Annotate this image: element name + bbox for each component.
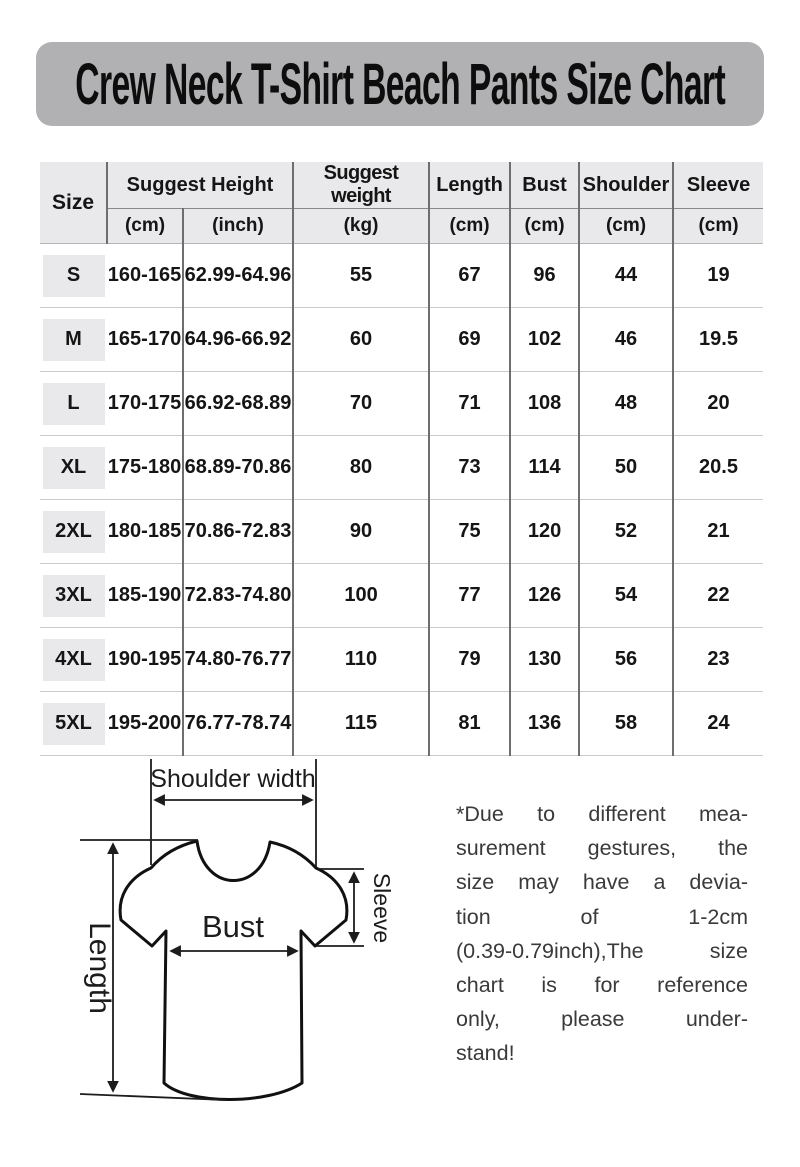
- unit-bust-cm: (cm): [510, 209, 579, 244]
- cell-sleeve: 24: [673, 692, 763, 756]
- note-line: tion of 1-2cm: [456, 904, 748, 929]
- note-line: (0.39-0.79inch),The size: [456, 938, 748, 963]
- header-suggest-height: Suggest Height: [107, 162, 293, 209]
- cell-sleeve: 23: [673, 628, 763, 692]
- table-row-5xl: [40, 692, 763, 756]
- cell-length: 73: [429, 436, 510, 500]
- cell-height-cm: 160-165: [107, 244, 183, 308]
- cell-bust: 120: [510, 500, 579, 564]
- cell-size: [40, 564, 107, 628]
- unit-shoulder-cm: (cm): [579, 209, 673, 244]
- size-chip: 3XL: [43, 575, 105, 617]
- cell-height-inch: 70.86-72.83: [183, 500, 293, 564]
- table-row-3xl: [40, 564, 763, 628]
- table-row-m: [40, 308, 763, 372]
- cell-weight-kg: 60: [293, 308, 429, 372]
- cell-size: [40, 500, 107, 564]
- cell-weight-kg: 70: [293, 372, 429, 436]
- cell-length: 67: [429, 244, 510, 308]
- cell-height-inch: 76.77-78.74: [183, 692, 293, 756]
- deviation-note: [456, 797, 748, 1071]
- shoulder-width-label: Shoulder width: [150, 765, 316, 793]
- table-row-4xl: [40, 628, 763, 692]
- cell-bust: 96: [510, 244, 579, 308]
- cell-size: [40, 244, 107, 308]
- cell-shoulder: 54: [579, 564, 673, 628]
- cell-sleeve: 19.5: [673, 308, 763, 372]
- title-banner: [36, 42, 764, 126]
- cell-length: 71: [429, 372, 510, 436]
- header-suggest-weight: Suggest weight: [293, 162, 429, 209]
- cell-height-cm: 180-185: [107, 500, 183, 564]
- tshirt-measurement-diagram: [58, 753, 458, 1158]
- length-label: Length: [83, 922, 116, 1014]
- cell-height-inch: 62.99-64.96: [183, 244, 293, 308]
- header-sleeve: Sleeve: [673, 162, 763, 209]
- cell-shoulder: 50: [579, 436, 673, 500]
- cell-size: [40, 628, 107, 692]
- bust-annotation: [171, 909, 297, 951]
- cell-weight-kg: 55: [293, 244, 429, 308]
- cell-bust: 136: [510, 692, 579, 756]
- size-chip: XL: [43, 447, 105, 489]
- unit-weight-kg: (kg): [293, 209, 429, 244]
- cell-length: 69: [429, 308, 510, 372]
- note-line: surement gestures, the: [456, 836, 748, 861]
- cell-height-cm: 170-175: [107, 372, 183, 436]
- size-chip: 4XL: [43, 639, 105, 681]
- cell-height-cm: 175-180: [107, 436, 183, 500]
- cell-sleeve: 22: [673, 564, 763, 628]
- tshirt-outline: [120, 841, 347, 1100]
- cell-shoulder: 52: [579, 500, 673, 564]
- table-row-xl: [40, 436, 763, 500]
- note-line: chart is for reference: [456, 973, 748, 998]
- unit-height-cm: (cm): [107, 209, 183, 244]
- cell-sleeve: 19: [673, 244, 763, 308]
- table-row-l: [40, 372, 763, 436]
- note-line: size may have a devia-: [456, 870, 748, 895]
- cell-shoulder: 44: [579, 244, 673, 308]
- size-chip: S: [43, 255, 105, 297]
- cell-size: [40, 308, 107, 372]
- header-row-2: [40, 209, 763, 244]
- cell-length: 79: [429, 628, 510, 692]
- cell-length: 75: [429, 500, 510, 564]
- table-row-2xl: [40, 500, 763, 564]
- cell-size: [40, 436, 107, 500]
- cell-size: [40, 372, 107, 436]
- cell-shoulder: 46: [579, 308, 673, 372]
- unit-sleeve-cm: (cm): [673, 209, 763, 244]
- cell-bust: 114: [510, 436, 579, 500]
- cell-length: 81: [429, 692, 510, 756]
- cell-height-cm: 185-190: [107, 564, 183, 628]
- cell-weight-kg: 100: [293, 564, 429, 628]
- header-bust: Bust: [510, 162, 579, 209]
- cell-bust: 130: [510, 628, 579, 692]
- cell-weight-kg: 90: [293, 500, 429, 564]
- size-chip: L: [43, 383, 105, 425]
- size-table: [40, 162, 763, 756]
- cell-height-inch: 64.96-66.92: [183, 308, 293, 372]
- page-title: Crew Neck T-Shirt Beach Pants Size Chart: [75, 51, 725, 117]
- size-chip: 2XL: [43, 511, 105, 553]
- size-chip: M: [43, 319, 105, 361]
- unit-length-cm: (cm): [429, 209, 510, 244]
- cell-sleeve: 20.5: [673, 436, 763, 500]
- cell-shoulder: 58: [579, 692, 673, 756]
- cell-sleeve: 21: [673, 500, 763, 564]
- sleeve-label: Sleeve: [369, 872, 395, 944]
- cell-sleeve: 20: [673, 372, 763, 436]
- cell-height-inch: 72.83-74.80: [183, 564, 293, 628]
- cell-length: 77: [429, 564, 510, 628]
- cell-height-inch: 68.89-70.86: [183, 436, 293, 500]
- cell-height-inch: 66.92-68.89: [183, 372, 293, 436]
- cell-bust: 126: [510, 564, 579, 628]
- cell-height-cm: 195-200: [107, 692, 183, 756]
- header-length: Length: [429, 162, 510, 209]
- header-shoulder: Shoulder: [579, 162, 673, 209]
- cell-size: [40, 692, 107, 756]
- length-annotation: [80, 840, 226, 1100]
- header-size: Size: [40, 162, 107, 244]
- cell-weight-kg: 110: [293, 628, 429, 692]
- header-row-1: [40, 162, 763, 209]
- cell-height-cm: 190-195: [107, 628, 183, 692]
- cell-height-cm: 165-170: [107, 308, 183, 372]
- cell-shoulder: 48: [579, 372, 673, 436]
- cell-weight-kg: 80: [293, 436, 429, 500]
- unit-height-inch: (inch): [183, 209, 293, 244]
- bust-label: Bust: [201, 909, 265, 944]
- cell-height-inch: 74.80-76.77: [183, 628, 293, 692]
- cell-bust: 102: [510, 308, 579, 372]
- cell-bust: 108: [510, 372, 579, 436]
- note-line: stand!: [456, 1041, 515, 1066]
- note-line: only, please under-: [456, 1007, 748, 1032]
- table-row-s: [40, 244, 763, 308]
- cell-shoulder: 56: [579, 628, 673, 692]
- cell-weight-kg: 115: [293, 692, 429, 756]
- size-chip: 5XL: [43, 703, 105, 745]
- note-line: *Due to different mea-: [456, 802, 748, 826]
